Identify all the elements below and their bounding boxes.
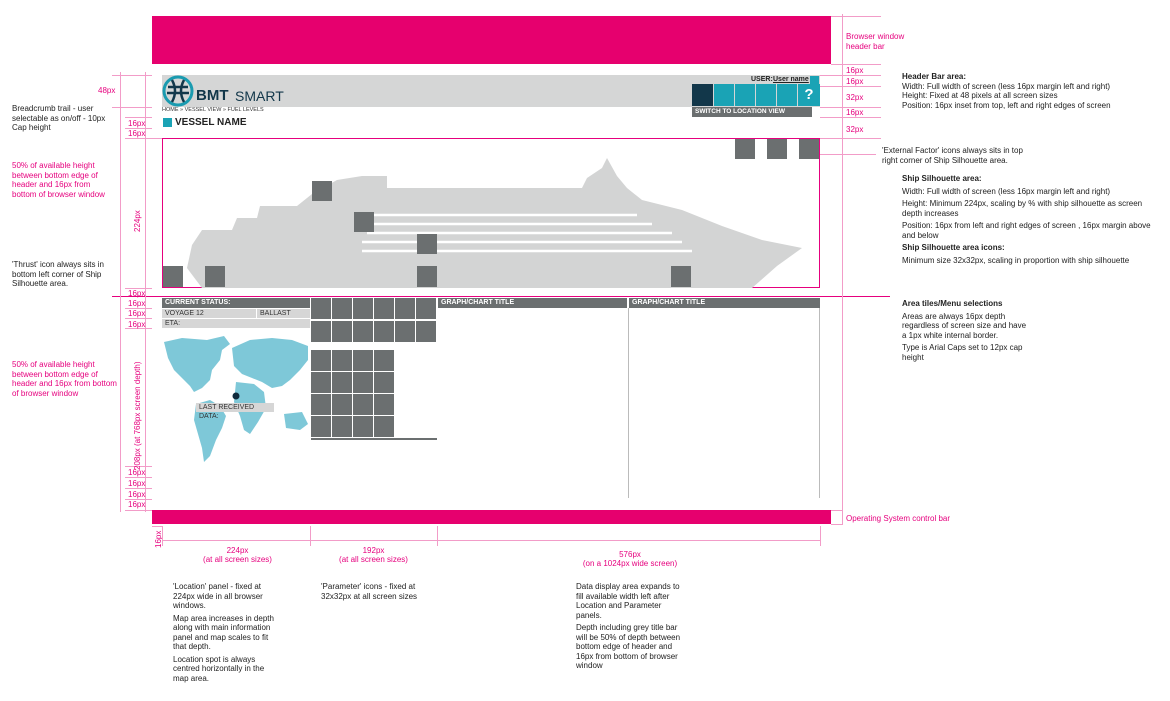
parameter-icon[interactable]: [374, 416, 394, 437]
parameter-icon[interactable]: [332, 298, 352, 319]
guide-line: [125, 318, 152, 319]
dim-value: 224px: [226, 546, 249, 555]
bottom-dim-line: [162, 540, 820, 541]
graph-title-bar-1[interactable]: GRAPH/CHART TITLE: [438, 298, 627, 308]
deck-icon[interactable]: [417, 234, 437, 254]
nav-icon-tray: [692, 84, 820, 106]
parameter-icon[interactable]: [311, 394, 331, 415]
note-line: Depth including grey title bar will be 50% of depth between bottom edge of header and 16px from bottom of browser window: [576, 623, 681, 670]
parameter-grid: [311, 298, 437, 440]
parameter-icon[interactable]: [332, 321, 352, 342]
dim-sub: (at all screen sizes): [339, 555, 408, 564]
guide-line: [112, 75, 152, 76]
note-line: Minimum size 32x32px, scaling in proportion with ship silhouette: [902, 255, 1130, 265]
external-factor-icon[interactable]: [735, 139, 755, 159]
note-line: Location spot is always centred horizontally in the map area.: [173, 654, 265, 683]
header-bar-notes: [902, 72, 1162, 110]
world-map: [162, 330, 310, 500]
bottom-dim-tick: [820, 526, 821, 546]
note-line: Position: 16px from left and right edges of screen , 16px margin above and below: [902, 221, 1151, 240]
dim-label: 32px: [846, 93, 864, 102]
parameter-icon[interactable]: [353, 321, 373, 342]
guide-line: [125, 488, 152, 489]
switch-view-label: SWITCH TO LOCATION VIEW: [695, 108, 786, 115]
right-guide: [842, 14, 843, 524]
parameter-icon[interactable]: [374, 394, 394, 415]
parameter-icon[interactable]: [395, 298, 415, 319]
note-line: Width: Full width of screen (less 16px margin left and right): [902, 186, 1111, 196]
dim-label: 16px: [128, 320, 146, 329]
guide-line: [125, 117, 152, 118]
guide-line: [125, 138, 162, 139]
os-bar-note: Operating System control bar: [846, 514, 951, 523]
dim-label: 16px: [128, 309, 146, 318]
thrust-icon[interactable]: [163, 266, 183, 287]
location-panel-notes: [173, 582, 278, 686]
hull-icon[interactable]: [671, 266, 691, 287]
parameter-icon[interactable]: [416, 321, 436, 342]
parameter-icon[interactable]: [374, 321, 394, 342]
logo-text-smart: SMART: [235, 88, 284, 104]
parameter-icon[interactable]: [374, 350, 394, 371]
parameter-icon[interactable]: [353, 372, 373, 393]
dim-label: 16px: [128, 289, 146, 298]
dim-label: 32px: [846, 125, 864, 134]
parameter-icon[interactable]: [353, 350, 373, 371]
data-display-notes: [576, 582, 686, 674]
chart-icon[interactable]: [756, 84, 776, 106]
half-height-note-top: 50% of available height between bottom edge of header and 16px from bottom of browser window: [12, 161, 105, 199]
parameter-icon[interactable]: [311, 350, 331, 371]
guide-line: [820, 75, 881, 76]
dim-sub: (at all screen sizes): [203, 555, 272, 564]
external-factor-icon[interactable]: [799, 139, 819, 159]
user-dropdown-icon[interactable]: [810, 76, 819, 84]
external-factor-icon[interactable]: [767, 139, 787, 159]
dim-label-vertical: 208px (at 768px screen depth): [133, 361, 142, 470]
browser-header-bar: [152, 16, 831, 64]
help-icon[interactable]: ?: [798, 84, 820, 106]
logo-text: BMT: [196, 87, 229, 104]
parameter-icon[interactable]: [332, 372, 352, 393]
guide-line: [831, 524, 843, 525]
ship-area-title: Ship Silhouette area:: [902, 174, 982, 183]
bottom-dim-tick: [162, 526, 163, 546]
parameter-icon[interactable]: [311, 321, 331, 342]
guide-line: [820, 86, 881, 87]
guide-line: [125, 477, 152, 478]
section-divider: [112, 296, 890, 297]
dim-label: 16px: [846, 66, 864, 75]
ship-icons-title: Ship Silhouette area icons:: [902, 243, 1005, 252]
dim-label-vertical: 16px: [154, 530, 163, 548]
note-line: Type is Arial Caps set to 12px cap height: [902, 343, 1023, 362]
note-line: 'Parameter' icons - fixed at 32x32px at all screen sizes: [321, 582, 418, 601]
network-icon[interactable]: [735, 84, 755, 106]
note-line: Height: Minimum 224px, scaling by % with ship silhouette as screen depth increases: [902, 199, 1143, 218]
current-status-bar[interactable]: CURRENT STATUS:: [162, 298, 310, 308]
vessel-name: VESSEL NAME: [175, 117, 247, 128]
dim-label: [575, 550, 685, 568]
thrust-note: 'Thrust' icon always sits in bottom left corner of Ship Silhouette area.: [12, 260, 104, 288]
dim-label: 16px: [128, 490, 146, 499]
user-label: USER:: [751, 76, 773, 83]
ship-silhouette: [162, 138, 820, 288]
os-control-bar: [152, 510, 831, 524]
dim-label: 16px: [128, 299, 146, 308]
dim-label: 16px: [128, 479, 146, 488]
note-line: Width: Full width of screen (less 16px margin left and right): [902, 81, 1111, 91]
note-line: Areas are always 16px depth regardless of screen size and have a 1px white internal border.: [902, 311, 1027, 340]
guide-line: [831, 510, 843, 511]
graph-panel-1: [438, 308, 629, 498]
bottom-dim-tick: [437, 526, 438, 546]
parameter-icon[interactable]: [353, 298, 373, 319]
breadcrumb[interactable]: HOME » VESSEL VIEW » FUEL LEVELS: [162, 107, 264, 113]
location-globe-icon[interactable]: [714, 84, 734, 106]
deck-icon[interactable]: [312, 181, 332, 201]
guide-line: [820, 138, 881, 139]
left-guide-2: [120, 72, 121, 512]
guide-line: [112, 107, 152, 108]
note-line: Height: Fixed at 48 pixels at all screen sizes: [902, 91, 1058, 100]
bottom-dim-tick: [310, 526, 311, 546]
parameter-icon[interactable]: [395, 321, 415, 342]
app-header: [162, 75, 820, 107]
parameter-icon[interactable]: [353, 394, 373, 415]
dim-label: 16px: [128, 468, 146, 477]
vessel-dropdown-icon[interactable]: [163, 118, 172, 127]
header-bar-title: Header Bar area:: [902, 72, 967, 81]
parameter-icon[interactable]: [332, 350, 352, 371]
note-line: Position: 16px inset from top, left and right edges of screen: [902, 100, 1111, 110]
switch-arrow-icon: [812, 107, 820, 117]
tiles-title: Area tiles/Menu selections: [902, 299, 1003, 308]
note-line: 'Location' panel - fixed at 224px wide in all browser windows.: [173, 582, 263, 610]
hull-icon[interactable]: [417, 266, 437, 287]
graph-panel-2: [629, 308, 820, 498]
ballast-field: BALLAST: [257, 309, 310, 318]
parameter-icon[interactable]: [332, 394, 352, 415]
parameter-icon[interactable]: [353, 416, 373, 437]
area-tiles-notes: [902, 299, 1032, 365]
last-received-label: LAST RECEIVED DATA:: [196, 403, 274, 412]
ship-silhouette-notes: [902, 174, 1157, 268]
user-name-link[interactable]: User name: [773, 76, 809, 83]
breadcrumb-note: Breadcrumb trail - user selectable as on/off - 10px Cap height: [12, 104, 106, 132]
dim-value: 576px: [619, 550, 641, 559]
parameter-icon[interactable]: [332, 416, 352, 437]
note-line: Map area increases in depth along with main information panel and map scales to fit that depth.: [173, 613, 274, 651]
guide-line: [152, 526, 162, 527]
switch-view-bar[interactable]: [692, 107, 820, 117]
external-factor-note: 'External Factor' icons always sits in top right corner of Ship Silhouette area.: [882, 146, 1023, 165]
eta-field: ETA:: [162, 319, 310, 328]
dim-value: 192px: [362, 546, 385, 555]
guide-line: [831, 16, 881, 17]
bmt-globe-icon: [162, 75, 194, 107]
dim-label: 16px: [846, 108, 864, 117]
dim-label: [336, 546, 411, 564]
dim-label: 16px: [128, 129, 146, 138]
voyage-field: VOYAGE 12: [162, 309, 256, 318]
deck-icon[interactable]: [354, 212, 374, 232]
parameter-icon[interactable]: [311, 416, 331, 437]
browser-header-note: Browser window header bar: [846, 32, 905, 51]
guide-line: [820, 154, 876, 155]
dim-label-vertical: 224px: [133, 210, 142, 232]
parameter-notes: [321, 582, 426, 604]
dim-label: 48px: [98, 86, 116, 95]
dim-sub: (on a 1024px wide screen): [582, 559, 678, 568]
graph-title-bar-2[interactable]: GRAPH/CHART TITLE: [629, 298, 820, 308]
parameter-icon[interactable]: [311, 298, 331, 319]
guide-line: [831, 64, 881, 65]
dim-label: 16px: [128, 500, 146, 509]
tools-icon[interactable]: [777, 84, 797, 106]
hull-icon[interactable]: [205, 266, 225, 287]
vessel-view-icon[interactable]: [692, 84, 713, 106]
parameter-icon[interactable]: [374, 298, 394, 319]
parameter-icon[interactable]: [416, 298, 436, 319]
guide-line: [125, 510, 152, 511]
dim-label: 16px: [846, 77, 864, 86]
dim-label: 16px: [128, 119, 146, 128]
note-line: Data display area expands to fill available width left after Location and Parameter panels.: [576, 582, 680, 620]
guide-line: [820, 117, 881, 118]
half-height-note-bottom: 50% of available height between bottom edge of header and 16px from bottom of browser window: [12, 360, 117, 398]
dim-label: [200, 546, 275, 564]
parameter-icon[interactable]: [311, 372, 331, 393]
parameter-icon[interactable]: [374, 372, 394, 393]
